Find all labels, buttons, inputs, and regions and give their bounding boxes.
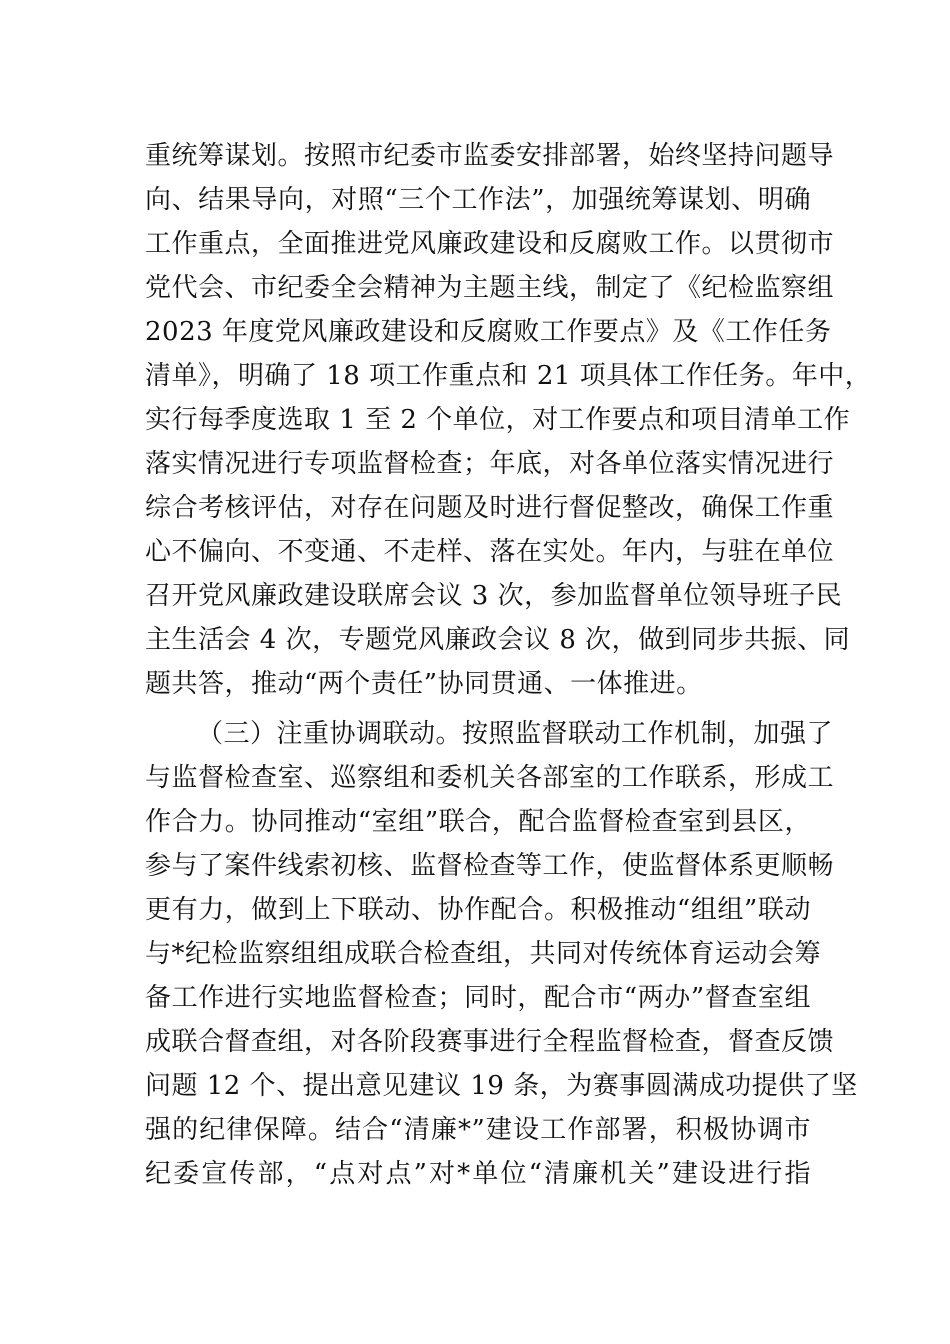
section-heading-line: （三）注重协调联动。按照监督联动工作机制，加强了 bbox=[197, 719, 834, 749]
paragraph-line: 心不偏向、不变通、不走样、落在实处。年内，与驻在单位 bbox=[145, 537, 835, 567]
paragraph-line: 强的纪律保障。结合“清廉*”建设工作部署，积极协调市 bbox=[145, 1115, 811, 1145]
paragraph-line: 主生活会 4 次，专题党风廉政会议 8 次，做到同步共振、同 bbox=[145, 625, 851, 655]
paragraph-line: 题共答，推动“两个责任”协同贯通、一体推进。 bbox=[145, 669, 703, 699]
paragraph-line: 党代会、市纪委全会精神为主题主线，制定了《纪检监察组 bbox=[145, 273, 835, 303]
paragraph-line: 问题 12 个、提出意见建议 19 条，为赛事圆满成功提供了坚 bbox=[145, 1071, 858, 1101]
paragraph-line: 综合考核评估，对存在问题及时进行督促整改，确保工作重 bbox=[145, 493, 835, 523]
paragraph-line: 与*纪检监察组组成联合检查组，共同对传统体育运动会筹 bbox=[145, 939, 822, 969]
paragraph-line: 落实情况进行专项监督检查；年底，对各单位落实情况进行 bbox=[145, 449, 835, 479]
paragraph-line: 作合力。协同推动“室组”联合，配合监督检查室到县区， bbox=[145, 807, 811, 837]
paragraph-line: 实行每季度选取 1 至 2 个单位，对工作要点和项目清单工作 bbox=[145, 405, 851, 435]
paragraph-line: 工作重点，全面推进党风廉政建设和反腐败工作。以贯彻市 bbox=[145, 229, 835, 259]
paragraph-line: 更有力，做到上下联动、协作配合。积极推动“组组”联动 bbox=[145, 895, 811, 925]
paragraph-line: 向、结果导向，对照“三个工作法”，加强统筹谋划、明确 bbox=[145, 185, 811, 215]
paragraph-line: 成联合督查组，对各阶段赛事进行全程监督检查，督查反馈 bbox=[145, 1027, 835, 1057]
paragraph-line: 纪委宣传部，“点对点”对*单位“清廉机关”建设进行指 bbox=[145, 1159, 811, 1189]
paragraph-line: 2023 年度党风廉政建设和反腐败工作要点》及《工作任务 bbox=[145, 317, 832, 347]
paragraph-line: 召开党风廉政建设联席会议 3 次，参加监督单位领导班子民 bbox=[145, 581, 843, 611]
paragraph-line: 清单》，明确了 18 项工作重点和 21 项具体工作任务。年中， bbox=[145, 361, 872, 391]
paragraph-line: 备工作进行实地监督检查；同时，配合市“两办”督查室组 bbox=[145, 983, 811, 1013]
paragraph-line: 参与了案件线索初核、监督检查等工作，使监督体系更顺畅 bbox=[145, 851, 835, 881]
paragraph-line: 重统筹谋划。按照市纪委市监委安排部署，始终坚持问题导 bbox=[145, 141, 835, 171]
paragraph-line: 与监督检查室、巡察组和委机关各部室的工作联系，形成工 bbox=[145, 763, 835, 793]
